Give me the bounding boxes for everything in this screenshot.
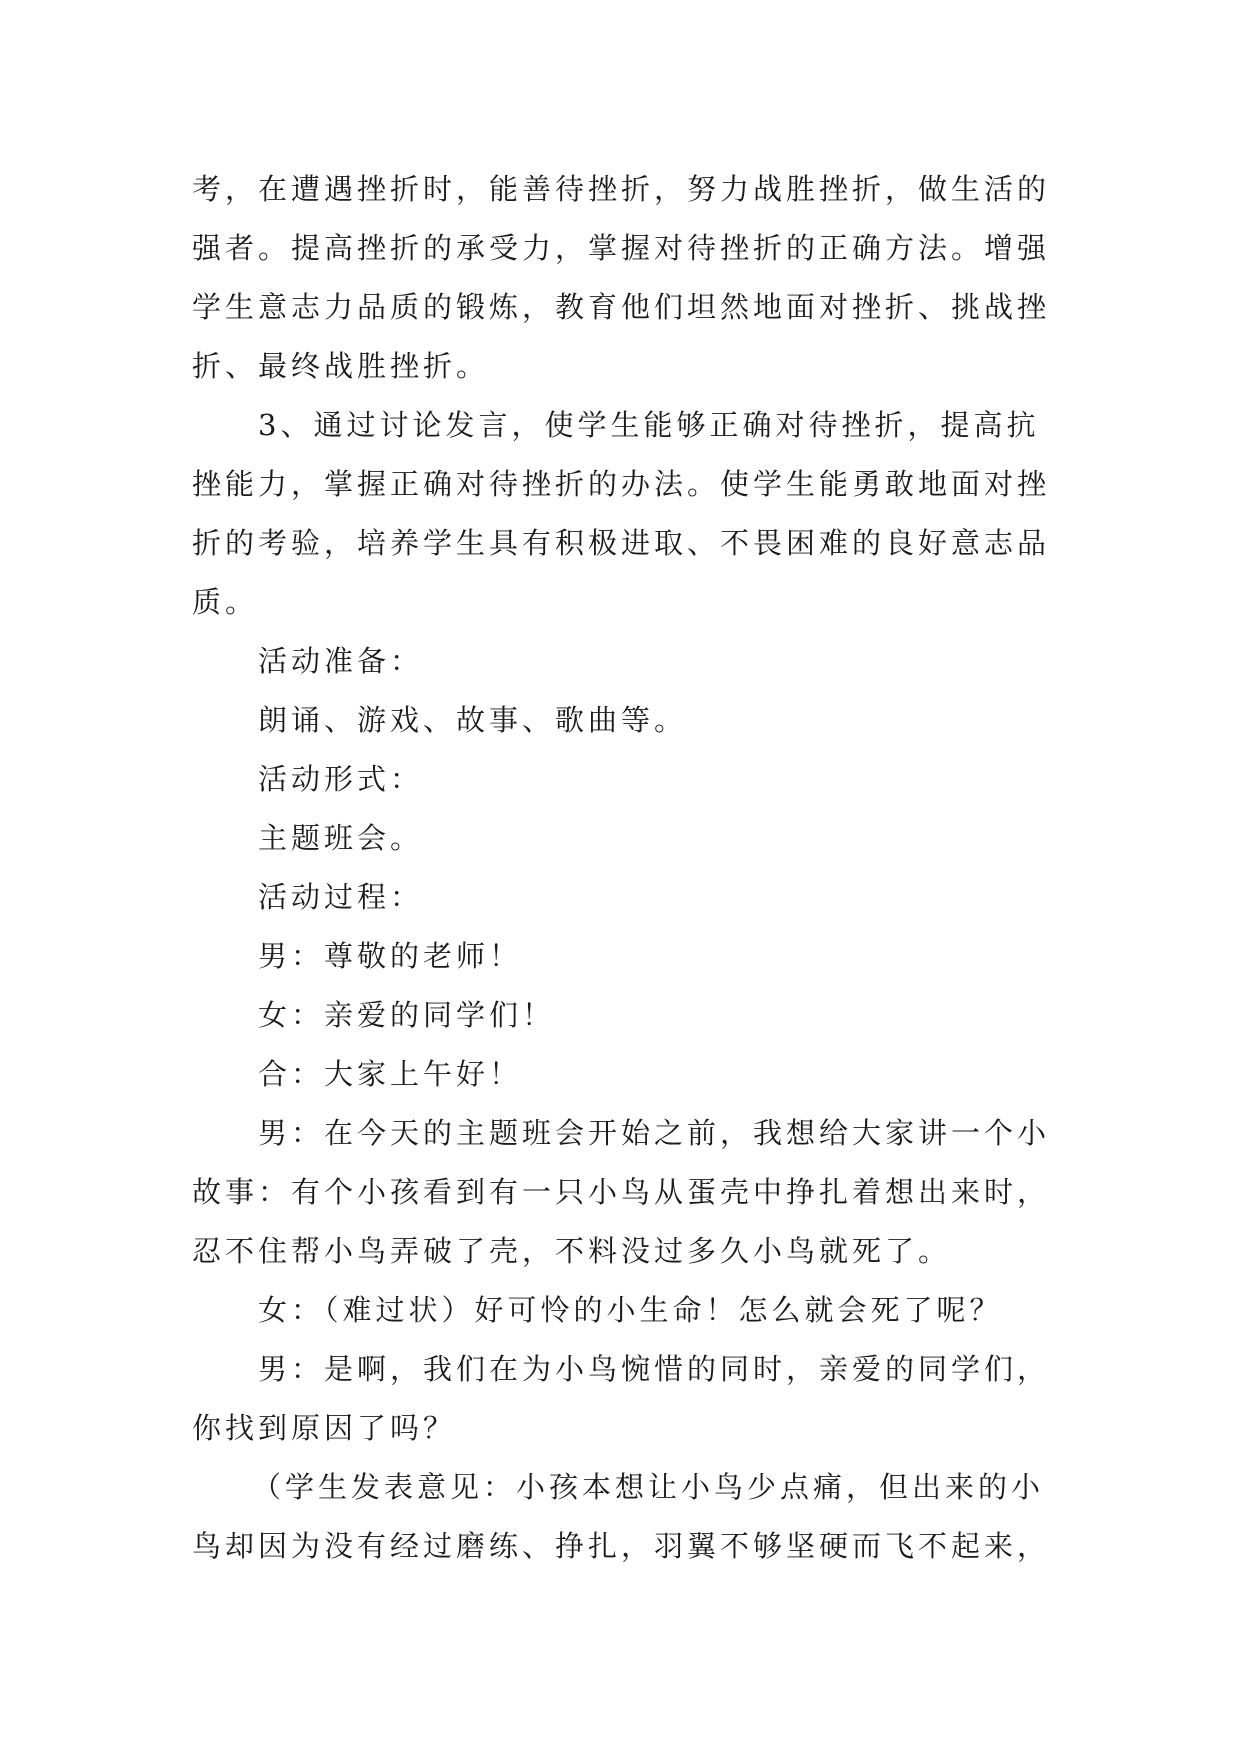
dialogue-line-male-story: 男：在今天的主题班会开始之前，我想给大家讲一个小故事：有个小孩看到有一只小鸟从蛋壳中挣扎着想出来时，忍不住帮小鸟弄破了壳，不料没过多久小鸟就死了。 — [192, 1116, 1051, 1268]
heading-activity-preparation: 活动准备： — [258, 644, 424, 678]
document-page — [192, 160, 1050, 1576]
paragraph-form-value: 主题班会。 — [258, 821, 424, 855]
dialogue-line-female-1: 女：亲爱的同学们！ — [258, 998, 556, 1032]
paragraph-preparation-items: 朗诵、游戏、故事、歌曲等。 — [258, 703, 688, 737]
paragraph-goal-2-continued: 考，在遭遇挫折时，能善待挫折，努力战胜挫折，做生活的强者。提高挫折的承受力，掌握对待挫折的正确方法。增强学生意志力品质的锻炼，教育他们坦然地面对挫折、挑战挫折、最终战胜挫折。 — [192, 172, 1051, 383]
heading-activity-form: 活动形式： — [258, 762, 424, 796]
dialogue-line-male-3: 男：是啊，我们在为小鸟惋惜的同时，亲爱的同学们，你找到原因了吗？ — [192, 1352, 1051, 1445]
paragraph-goal-3: 3、通过讨论发言，使学生能够正确对待挫折，提高抗挫能力，掌握正确对待挫折的办法。使学生能勇敢地面对挫折的考验，培养学生具有积极进取、不畏困难的良好意志品质。 — [192, 408, 1051, 619]
paragraph-student-opinion: （学生发表意见：小孩本想让小鸟少点痛，但出来的小鸟却因为没有经过磨练、挣扎，羽翼不够坚硬而飞不起来， — [192, 1470, 1051, 1563]
dialogue-line-male-1: 男：尊敬的老师！ — [258, 939, 523, 973]
dialogue-line-together: 合：大家上午好！ — [258, 1057, 523, 1091]
heading-activity-process: 活动过程： — [258, 880, 424, 914]
dialogue-line-female-2: 女：（难过状）好可怜的小生命！怎么就会死了呢？ — [258, 1293, 1003, 1327]
